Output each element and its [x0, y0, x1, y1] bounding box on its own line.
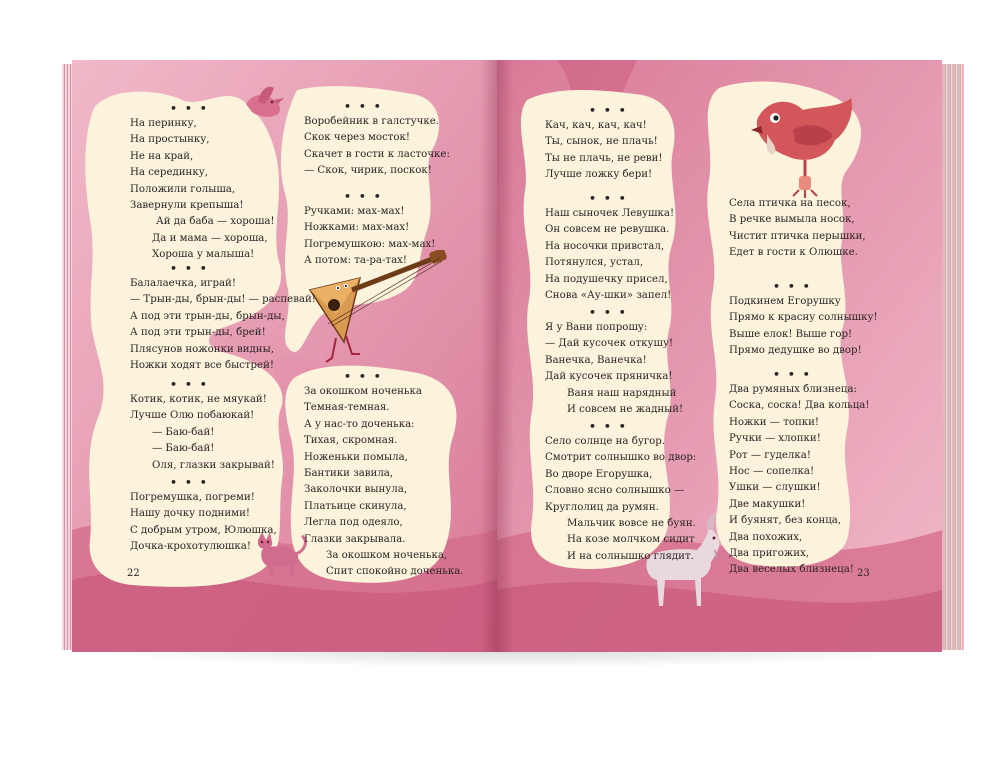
stanza-line: Воробейник в галстучке.	[304, 116, 439, 127]
left-page-edges	[62, 64, 72, 650]
stanza-line: Скок через мосток!	[304, 132, 411, 144]
stanza-separator: • • •	[170, 378, 209, 391]
stanza-separator: • • •	[589, 420, 628, 433]
stanza-line: Тихая, скромная.	[304, 435, 398, 447]
stanza-line: Ножки ходят все быстрей!	[130, 360, 274, 372]
stanza-separator: • • •	[344, 370, 383, 383]
stanza-line: Ты, сынок, не плачь!	[545, 136, 658, 148]
stanza-line: Спит спокойно доченька.	[326, 566, 464, 578]
right-page-edges	[942, 64, 964, 650]
stanza-line: Прямо к красну солнышку!	[729, 312, 878, 324]
stanza-line: На простынку,	[130, 134, 210, 146]
stanza-line: Едет в гости к Олюшке.	[729, 247, 858, 259]
stanza-line: Положили голыша,	[130, 183, 236, 195]
stanza-line: И на солнышко глядит.	[567, 550, 694, 562]
stanza-separator: • • •	[344, 190, 383, 203]
stanza	[729, 280, 878, 360]
stanza-line: — Дай кусочек откушу!	[545, 338, 674, 350]
stanza-line: Наш сыночек Левушка!	[545, 208, 675, 219]
stanza-line: Выше елок! Выше гор!	[729, 328, 853, 340]
stanza-line: — Скок, чирик, поскок!	[304, 165, 432, 177]
stanza-line: И буянят, без конца,	[729, 515, 842, 527]
stanza-line: На подушечку присел,	[545, 273, 668, 285]
stanza-line: — Баю-бай!	[152, 443, 215, 455]
stanza-separator: • • •	[344, 100, 383, 113]
stanza-line: С добрым утром, Юлюшка,	[130, 524, 277, 536]
stanza-line: Погремушка, погреми!	[130, 492, 255, 503]
stanza-line: Снова «Ау-шки» запел!	[545, 290, 672, 302]
stanza-line: Заколочки вынула,	[304, 484, 408, 496]
stanza-line: Село солнце на бугор.	[545, 436, 666, 447]
stanza-separator: • • •	[589, 104, 628, 117]
stanza-line: Котик, котик, не мяукай!	[130, 394, 267, 405]
stanza-line: На серединку,	[130, 167, 208, 179]
stanza-line: Ай да баба — хороша!	[156, 216, 275, 228]
stanza-line: Прямо дедушке во двор!	[729, 345, 862, 357]
stanza-line: Нашу дочку подними!	[130, 508, 250, 520]
stanza-line: Два веселых близнеца!	[729, 564, 854, 576]
stanza	[545, 420, 696, 565]
stanza-line: Да и мама — хороша,	[152, 232, 268, 244]
stanza-line: Скачет в гости к ласточке:	[304, 148, 450, 160]
stanza-line: Он совсем не ревушка.	[545, 224, 670, 236]
stanza	[545, 306, 683, 418]
stanza-line: Темная-темная.	[304, 402, 390, 414]
stanza-line: Два похожих,	[729, 531, 803, 543]
stanza-separator: • • •	[589, 192, 628, 205]
stanza-line: Ручки — хлопки!	[729, 433, 821, 445]
book-gutter	[480, 60, 514, 652]
stanza-line: Круглолиц да румян.	[545, 501, 659, 513]
stanza-line: Рот — гуделка!	[729, 449, 811, 461]
stanza-line: Два румяных близнеца:	[729, 384, 857, 395]
stanza-separator: • • •	[170, 262, 209, 275]
stanza-line: Подкинем Егорушку	[729, 296, 841, 307]
page-number-left: 22	[127, 568, 140, 579]
stanza	[130, 102, 275, 264]
stanza-separator: • • •	[170, 102, 209, 115]
stanza	[130, 378, 275, 474]
stanza-line: Платьице скинула,	[304, 500, 407, 512]
stanza-line: Бантики завила,	[304, 468, 394, 480]
stanza-line: Ноженьки помыла,	[304, 451, 408, 463]
stanza-line: А потом: та-ра-тах!	[304, 255, 407, 267]
stanza-line: Дай кусочек пряничка!	[545, 371, 673, 383]
stanza-line: Смотрит солнышко во двор:	[545, 452, 697, 464]
stanza-line: Лучше Олю побаюкай!	[130, 410, 255, 422]
stanza-line: — Баю-бай!	[152, 426, 215, 438]
stanza-line: Ты не плачь, не реви!	[545, 152, 663, 164]
stanza-separator: • • •	[773, 280, 812, 293]
stanza-line: Потянулся, устал,	[545, 257, 644, 269]
stanza	[304, 100, 450, 180]
stanza-line: Ушки — слушки!	[729, 482, 821, 494]
stanza-line: Ручками: мах-мах!	[304, 206, 405, 217]
stanza-line: Легла под одеяло,	[304, 517, 403, 529]
stanza-line: Завернули крепыша!	[130, 200, 244, 212]
stanza-line: Кач, кач, кач, кач!	[545, 120, 647, 131]
stanza-line: В речке вымыла носок,	[729, 214, 855, 226]
stanza-line: За окошком ноченька	[304, 386, 422, 397]
stanza-line: Я у Вани попрошу:	[545, 322, 648, 333]
stanza-line: Дочка-крохотулюшка!	[130, 541, 251, 553]
stanza-line: А у нас-то доченька:	[304, 418, 415, 430]
stanza-line: Погремушкою: мах-мах!	[304, 238, 436, 250]
stanza	[130, 262, 316, 374]
stanza-separator: • • •	[589, 306, 628, 319]
stanza-line: И совсем не жадный!	[567, 404, 684, 416]
stanza	[304, 190, 435, 270]
stanza	[545, 192, 674, 304]
stanza	[729, 368, 869, 579]
stanza-line: На перинку,	[130, 118, 197, 129]
stanza-separator: • • •	[170, 476, 209, 489]
stanza-line: На козе молчком сидит	[567, 534, 695, 546]
page-number-right: 23	[857, 568, 870, 579]
stanza-line: Мальчик вовсе не буян.	[567, 518, 696, 530]
stanza-line: Глазки закрывала.	[304, 533, 406, 545]
stanza-line: Лучше ложку бери!	[545, 169, 653, 181]
stanza-separator: • • •	[773, 368, 812, 381]
stanza-line: Балалаечка, играй!	[130, 278, 236, 289]
stanza	[304, 370, 464, 581]
stanza-line: Ваня наш нарядный	[567, 387, 677, 399]
stanza-line: Два пригожих,	[729, 548, 810, 560]
stanza-line: За окошком ноченька,	[326, 550, 448, 562]
stanza-line: Села птичка на песок,	[729, 198, 851, 209]
stanza-line: Нос — сопелка!	[729, 466, 815, 478]
stanza-line: Ванечка, Ванечка!	[545, 354, 647, 366]
stanza-line: Чистит птичка перышки,	[729, 230, 866, 242]
stanza	[729, 196, 866, 262]
stanza-line: Соска, соска! Два кольца!	[729, 400, 870, 412]
stanza	[130, 476, 277, 556]
stanza-line: Не на край,	[130, 150, 194, 162]
stanza-line: Оля, глазки закрывай!	[152, 459, 275, 471]
stanza	[545, 104, 663, 184]
stanza-line: Во дворе Егорушка,	[545, 468, 653, 480]
stanza-line: Хороша у малыша!	[152, 249, 255, 261]
stanza-line: На носочки привстал,	[545, 240, 665, 252]
stanza-line: Ножки — топки!	[729, 416, 820, 428]
stanza-line: — Трын-ды, брын-ды! — распевай!	[130, 294, 316, 306]
stanza-line: А под эти трын-ды, брын-ды,	[130, 310, 285, 322]
stanza-line: Словно ясно солнышко —	[545, 485, 685, 497]
stanza-line: А под эти трын-ды, брей!	[130, 327, 266, 339]
stanza-line: Ножками: мах-мах!	[304, 222, 410, 234]
stanza-line: Две макушки!	[729, 498, 806, 510]
stanza-line: Плясунов ножонки видны,	[130, 343, 274, 355]
